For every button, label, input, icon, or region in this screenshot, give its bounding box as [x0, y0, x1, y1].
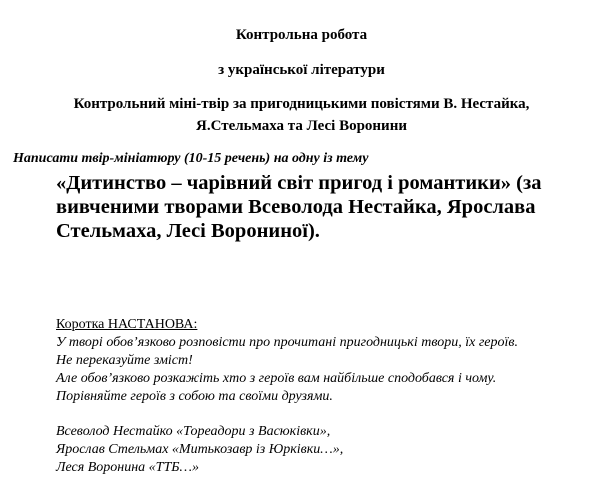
instruction-line: У творі обов’язково розповісти про прочитані пригодницькі твори, їх героїв. [56, 335, 518, 350]
instruction-line: Порівняйте героїв з собою та своїми друзями. [56, 389, 333, 404]
work-item: Ярослав Стельмах «Митькозавр із Юрківки…», [56, 442, 344, 457]
instruction-heading: Коротка НАСТАНОВА: [56, 317, 198, 332]
topic-line-2: Я.Стельмаха та Лесі Воронини [196, 118, 407, 134]
instruction-line: Але обов’язково розкажіть хто з героїв вам найбільше сподобався і чому. [56, 371, 497, 386]
document-subtitle: з української літератури [218, 62, 385, 78]
document-title: Контрольна робота [235, 27, 368, 43]
instruction-line: Не переказуйте зміст! [56, 353, 193, 368]
topic-line-1: Контрольний міні-твір за пригодницькими повістями В. Нестайка, [73, 96, 530, 112]
theme-line-1: «Дитинство – чарівний світ пригод і романтики» (за [56, 172, 542, 194]
theme-line-2: вивченими творами Всеволода Нестайка, Ярослава [56, 196, 536, 218]
task-instruction: Написати твір-мініатюру (10-15 речень) на одну із тему [13, 151, 369, 166]
theme-line-3: Стельмаха, Лесі Ворониної). [56, 220, 320, 242]
work-item: Леся Воронина «ТТБ…» [56, 460, 199, 475]
work-item: Всеволод Нестайко «Тореадори з Васюківки», [56, 424, 331, 439]
